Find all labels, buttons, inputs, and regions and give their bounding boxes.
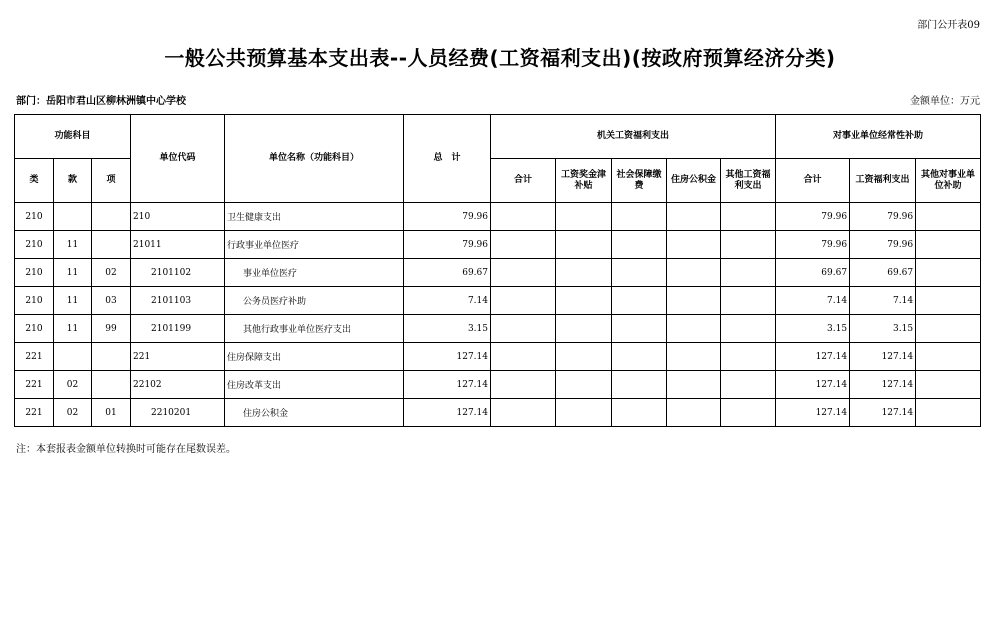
header-lei: 类: [15, 159, 54, 203]
cell-org-bonus: [556, 259, 612, 287]
cell-inst-other: [916, 231, 981, 259]
table-row: [15, 343, 981, 371]
cell-inst-subtotal: 127.14: [776, 371, 850, 399]
cell-code: 21011: [131, 231, 225, 259]
header-org-other: 其他工资福利支出: [721, 159, 776, 203]
cell-inst-other: [916, 399, 981, 427]
cell-org-social: [612, 371, 667, 399]
header-inst-subtotal: 合计: [776, 159, 850, 203]
cell-inst-other: [916, 203, 981, 231]
cell-org-bonus: [556, 399, 612, 427]
cell-org-other: [721, 315, 776, 343]
header-kuan: 款: [54, 159, 92, 203]
budget-table: [14, 114, 981, 427]
cell-code: 2210201: [131, 399, 225, 427]
table-body: [15, 203, 981, 427]
cell-org-housing: [667, 371, 721, 399]
cell-org-housing: [667, 343, 721, 371]
table-row: [15, 287, 981, 315]
cell-kuan: 02: [54, 371, 92, 399]
cell-code: 2101102: [131, 259, 225, 287]
cell-org-housing: [667, 399, 721, 427]
cell-inst-wage: 79.96: [850, 231, 916, 259]
cell-inst-subtotal: 7.14: [776, 287, 850, 315]
cell-xiang: [92, 231, 131, 259]
cell-inst-other: [916, 259, 981, 287]
cell-lei: 210: [15, 259, 54, 287]
cell-code: 2101199: [131, 315, 225, 343]
cell-org-social: [612, 343, 667, 371]
cell-org-subtotal: [491, 287, 556, 315]
cell-total: 7.14: [404, 287, 491, 315]
cell-total: 79.96: [404, 231, 491, 259]
header-row-1: [15, 115, 981, 159]
cell-total: 3.15: [404, 315, 491, 343]
cell-org-subtotal: [491, 203, 556, 231]
cell-name: 公务员医疗补助: [225, 287, 404, 315]
cell-code: 221: [131, 343, 225, 371]
cell-inst-wage: 127.14: [850, 399, 916, 427]
cell-org-housing: [667, 315, 721, 343]
cell-inst-subtotal: 3.15: [776, 315, 850, 343]
header-inst-other: 其他对事业单位补助: [916, 159, 981, 203]
cell-org-other: [721, 259, 776, 287]
cell-org-bonus: [556, 203, 612, 231]
cell-kuan: 02: [54, 399, 92, 427]
cell-xiang: [92, 203, 131, 231]
cell-org-bonus: [556, 231, 612, 259]
cell-inst-wage: 127.14: [850, 371, 916, 399]
cell-name: 住房改革支出: [225, 371, 404, 399]
cell-inst-wage: 3.15: [850, 315, 916, 343]
cell-org-housing: [667, 203, 721, 231]
table-row: [15, 315, 981, 343]
header-unit-name: 单位名称（功能科目）: [225, 115, 404, 203]
cell-xiang: 02: [92, 259, 131, 287]
cell-org-other: [721, 371, 776, 399]
cell-xiang: [92, 371, 131, 399]
cell-total: 127.14: [404, 343, 491, 371]
cell-org-subtotal: [491, 231, 556, 259]
header-unit-code: 单位代码: [131, 115, 225, 203]
cell-inst-other: [916, 343, 981, 371]
cell-org-subtotal: [491, 343, 556, 371]
cell-code: 210: [131, 203, 225, 231]
header-org-social: 社会保障缴费: [612, 159, 667, 203]
table-row: [15, 371, 981, 399]
cell-org-other: [721, 287, 776, 315]
cell-org-bonus: [556, 315, 612, 343]
header-inst-group: 对事业单位经常性补助: [776, 115, 981, 159]
cell-org-subtotal: [491, 371, 556, 399]
cell-lei: 221: [15, 399, 54, 427]
cell-inst-subtotal: 127.14: [776, 399, 850, 427]
cell-name: 其他行政事业单位医疗支出: [225, 315, 404, 343]
cell-xiang: 99: [92, 315, 131, 343]
page-title: 一般公共预算基本支出表--人员经费(工资福利支出)(按政府预算经济分类): [164, 46, 836, 70]
unit-label: 金额单位：万元: [910, 96, 980, 107]
cell-org-bonus: [556, 343, 612, 371]
table-row: [15, 231, 981, 259]
cell-org-social: [612, 259, 667, 287]
cell-org-subtotal: [491, 315, 556, 343]
cell-org-housing: [667, 287, 721, 315]
cell-lei: 210: [15, 231, 54, 259]
cell-total: 79.96: [404, 203, 491, 231]
cell-lei: 210: [15, 315, 54, 343]
cell-name: 卫生健康支出: [225, 203, 404, 231]
header-func-subject: 功能科目: [15, 115, 131, 159]
cell-org-social: [612, 315, 667, 343]
cell-code: 2101103: [131, 287, 225, 315]
cell-xiang: 01: [92, 399, 131, 427]
cell-kuan: 11: [54, 231, 92, 259]
cell-lei: 210: [15, 203, 54, 231]
cell-lei: 221: [15, 343, 54, 371]
cell-inst-subtotal: 79.96: [776, 203, 850, 231]
header-xiang: 项: [92, 159, 131, 203]
cell-name: 事业单位医疗: [225, 259, 404, 287]
cell-inst-other: [916, 287, 981, 315]
cell-org-social: [612, 287, 667, 315]
cell-inst-wage: 79.96: [850, 203, 916, 231]
cell-inst-subtotal: 127.14: [776, 343, 850, 371]
cell-total: 127.14: [404, 371, 491, 399]
department-label: 部门：岳阳市君山区柳林洲镇中心学校: [16, 96, 186, 107]
cell-name: 住房保障支出: [225, 343, 404, 371]
cell-org-subtotal: [491, 259, 556, 287]
cell-kuan: [54, 203, 92, 231]
header-org-housing: 住房公积金: [667, 159, 721, 203]
cell-org-other: [721, 231, 776, 259]
cell-lei: 221: [15, 371, 54, 399]
cell-total: 69.67: [404, 259, 491, 287]
header-inst-wage: 工资福利支出: [850, 159, 916, 203]
cell-xiang: 03: [92, 287, 131, 315]
header-org-group: 机关工资福利支出: [491, 115, 776, 159]
cell-org-other: [721, 343, 776, 371]
cell-org-other: [721, 399, 776, 427]
cell-org-social: [612, 203, 667, 231]
header-org-bonus: 工资奖金津补贴: [556, 159, 612, 203]
cell-inst-wage: 127.14: [850, 343, 916, 371]
cell-kuan: 11: [54, 315, 92, 343]
cell-inst-other: [916, 371, 981, 399]
cell-name: 行政事业单位医疗: [225, 231, 404, 259]
cell-org-bonus: [556, 371, 612, 399]
form-number: 部门公开表09: [917, 20, 980, 31]
table-row: [15, 399, 981, 427]
cell-org-subtotal: [491, 399, 556, 427]
cell-total: 127.14: [404, 399, 491, 427]
footnote: 注：本套报表金额单位转换时可能存在尾数误差。: [16, 444, 236, 455]
cell-org-other: [721, 203, 776, 231]
cell-inst-other: [916, 315, 981, 343]
cell-org-housing: [667, 231, 721, 259]
cell-org-social: [612, 399, 667, 427]
header-org-subtotal: 合计: [491, 159, 556, 203]
cell-kuan: [54, 343, 92, 371]
cell-xiang: [92, 343, 131, 371]
cell-inst-wage: 7.14: [850, 287, 916, 315]
cell-kuan: 11: [54, 287, 92, 315]
cell-org-housing: [667, 259, 721, 287]
cell-inst-subtotal: 79.96: [776, 231, 850, 259]
cell-inst-wage: 69.67: [850, 259, 916, 287]
cell-name: 住房公积金: [225, 399, 404, 427]
cell-lei: 210: [15, 287, 54, 315]
cell-org-bonus: [556, 287, 612, 315]
cell-kuan: 11: [54, 259, 92, 287]
cell-inst-subtotal: 69.67: [776, 259, 850, 287]
table-row: [15, 203, 981, 231]
header-total: 总 计: [404, 115, 491, 203]
cell-org-social: [612, 231, 667, 259]
cell-code: 22102: [131, 371, 225, 399]
table-row: [15, 259, 981, 287]
